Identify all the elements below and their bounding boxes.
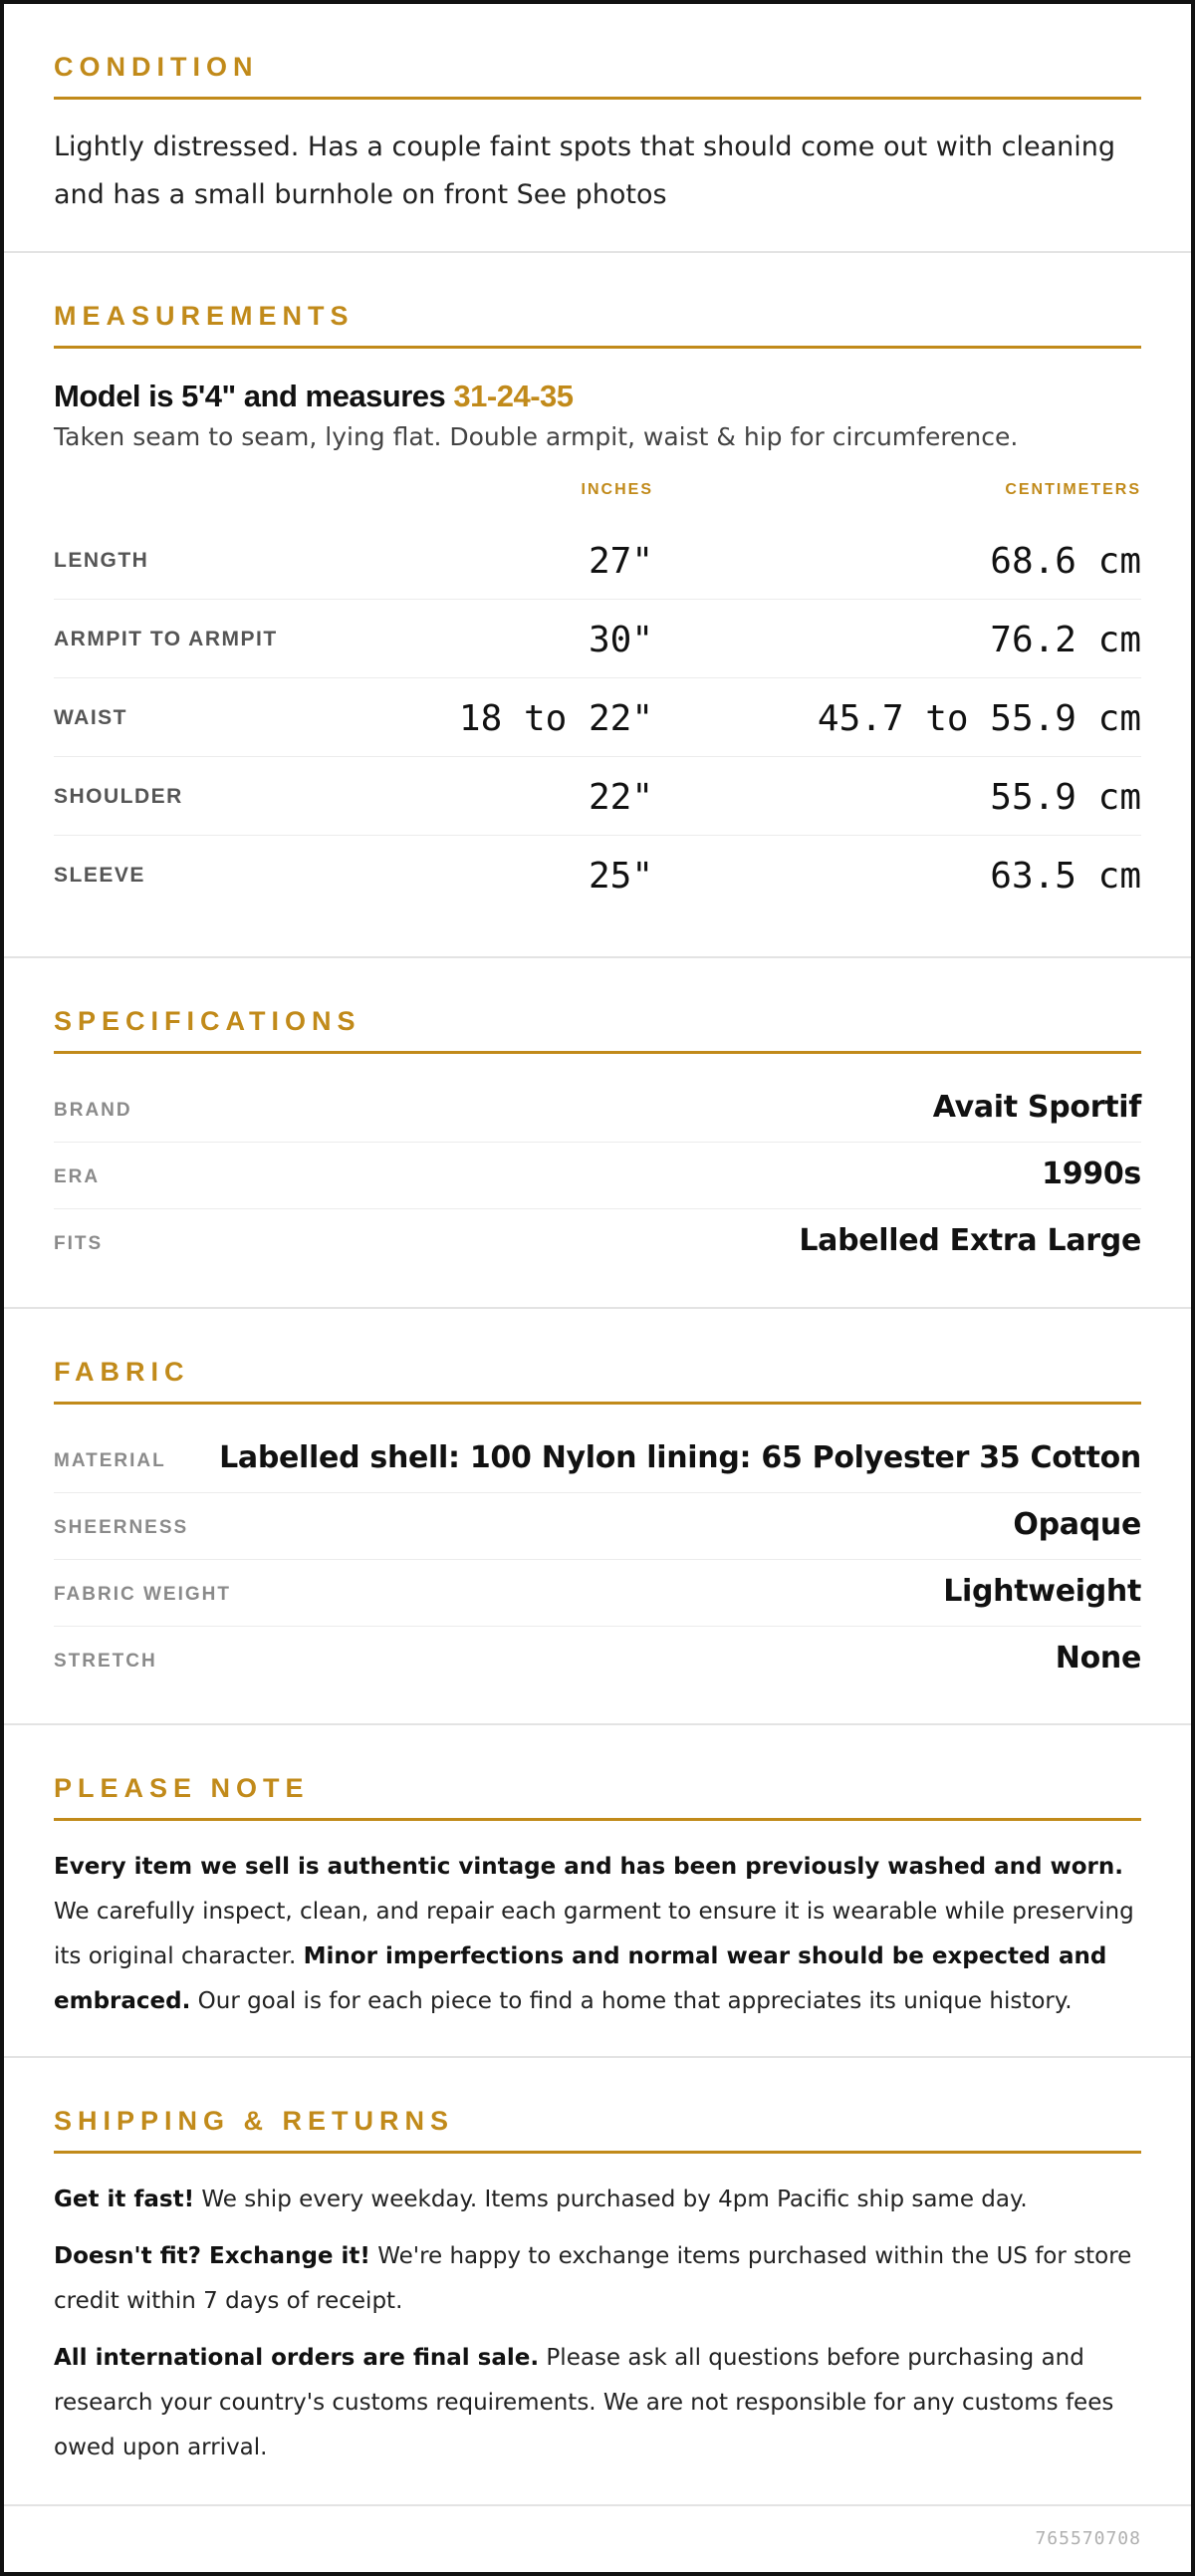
fabric-title: FABRIC — [54, 1357, 1141, 1405]
specifications-section — [4, 958, 1191, 1309]
measurements-table — [54, 521, 1141, 914]
note-bold-1: Every item we sell is authentic vintage and has been previously washed and worn. — [54, 1854, 1123, 1880]
spec-row-fits — [54, 1209, 1141, 1276]
measurement-row-sleeve — [54, 836, 1141, 914]
centimeters-column-header: CENTIMETERS — [1005, 481, 1141, 498]
fabric-value: None — [1055, 1641, 1141, 1675]
measurement-row-length — [54, 521, 1141, 600]
measurement-label: WAIST — [54, 706, 127, 729]
measurement-label: SLEEVE — [54, 864, 145, 887]
measurement-cm: 63.5 cm — [990, 856, 1141, 897]
please-note-section — [4, 1725, 1191, 2058]
measurement-inches: 18 to 22" — [458, 698, 653, 739]
fabric-key: STRETCH — [54, 1651, 157, 1672]
fabric-row-material — [54, 1426, 1141, 1493]
footer — [4, 2506, 1191, 2576]
measurements-section — [4, 253, 1191, 958]
shipping-returns-section — [4, 2058, 1191, 2506]
model-measures: 31-24-35 — [453, 379, 574, 413]
spec-key: ERA — [54, 1166, 101, 1187]
shipping-paragraph-fast — [54, 2178, 1141, 2222]
measurement-cm: 55.9 cm — [990, 777, 1141, 818]
shipping-fast-bold: Get it fast! — [54, 2187, 195, 2212]
shipping-exchange-text: We're happy to exchange items purchased within the US for store credit within 7 days of receipt. — [54, 2243, 1132, 2314]
measurement-row-shoulder — [54, 757, 1141, 836]
specifications-list — [54, 1076, 1141, 1276]
note-text-2: Our goal is for each piece to find a home that appreciates its unique history. — [190, 1988, 1073, 2014]
fabric-row-stretch — [54, 1627, 1141, 1693]
measurement-label: SHOULDER — [54, 785, 183, 808]
fabric-key: MATERIAL — [54, 1450, 166, 1471]
spec-value: 1990s — [1042, 1157, 1141, 1191]
fabric-row-weight — [54, 1560, 1141, 1627]
measurement-label: ARMPIT TO ARMPIT — [54, 628, 278, 650]
shipping-international-bold: All international orders are final sale. — [54, 2345, 540, 2371]
please-note-title: PLEASE NOTE — [54, 1773, 1141, 1821]
product-code: 765570708 — [1035, 2528, 1141, 2549]
condition-text: Lightly distressed. Has a couple faint spots that should come out with cleaning and has a small burnhole on front See photos — [54, 131, 1115, 210]
fabric-key: SHEERNESS — [54, 1517, 189, 1538]
model-info-prefix: Model is 5'4" and measures — [54, 379, 454, 413]
shipping-exchange-bold: Doesn't fit? Exchange it! — [54, 2243, 370, 2269]
fabric-value: Labelled shell: 100 Nylon lining: 65 Polyester 35 Cotton — [219, 1440, 1141, 1475]
fabric-value: Opaque — [1013, 1507, 1141, 1542]
measurement-row-armpit — [54, 600, 1141, 678]
inches-column-header: INCHES — [581, 481, 653, 498]
fabric-value: Lightweight — [943, 1574, 1141, 1609]
spec-key: FITS — [54, 1233, 104, 1254]
shipping-paragraph-exchange — [54, 2234, 1141, 2324]
note-bold-2: Minor imperfections and normal wear should be expected and embraced. — [54, 1943, 1107, 2014]
condition-title: CONDITION — [54, 52, 1141, 100]
specifications-title: SPECIFICATIONS — [54, 1006, 1141, 1054]
shipping-paragraph-international — [54, 2336, 1141, 2470]
measurement-inches: 22" — [588, 777, 653, 818]
fabric-section — [4, 1309, 1191, 1725]
fabric-key: FABRIC WEIGHT — [54, 1584, 231, 1605]
shipping-international-text: Please ask all questions before purchasing and research your country's customs requirements. We are not responsible for any customs fees owed upon arrival. — [54, 2345, 1114, 2460]
spec-row-brand — [54, 1076, 1141, 1143]
note-text-1: We carefully inspect, clean, and repair each garment to ensure it is wearable while preserving its original character. — [54, 1899, 1134, 1969]
measurement-row-waist — [54, 678, 1141, 757]
spec-value: Labelled Extra Large — [799, 1223, 1141, 1258]
spec-key: BRAND — [54, 1100, 132, 1121]
measurement-cm: 68.6 cm — [990, 541, 1141, 582]
shipping-fast-text: We ship every weekday. Items purchased by 4pm Pacific ship same day. — [194, 2187, 1028, 2212]
measurement-inches: 30" — [588, 620, 653, 660]
condition-section — [4, 4, 1191, 253]
measurement-cm: 76.2 cm — [990, 620, 1141, 660]
measurement-cm: 45.7 to 55.9 cm — [817, 698, 1141, 739]
measurements-header — [54, 481, 1141, 521]
please-note-text — [54, 1845, 1141, 2024]
measurement-inches: 27" — [588, 541, 653, 582]
measurements-title: MEASUREMENTS — [54, 301, 1141, 349]
shipping-returns-title: SHIPPING & RETURNS — [54, 2106, 1141, 2154]
measurement-label: LENGTH — [54, 549, 149, 572]
spec-row-era — [54, 1143, 1141, 1209]
measurements-subtitle: Taken seam to seam, lying flat. Double armpit, waist & hip for circumference. — [54, 422, 1019, 451]
fabric-list — [54, 1426, 1141, 1693]
measurement-inches: 25" — [588, 856, 653, 897]
spec-value: Avait Sportif — [932, 1090, 1141, 1125]
model-info — [54, 379, 1141, 414]
fabric-row-sheerness — [54, 1493, 1141, 1560]
